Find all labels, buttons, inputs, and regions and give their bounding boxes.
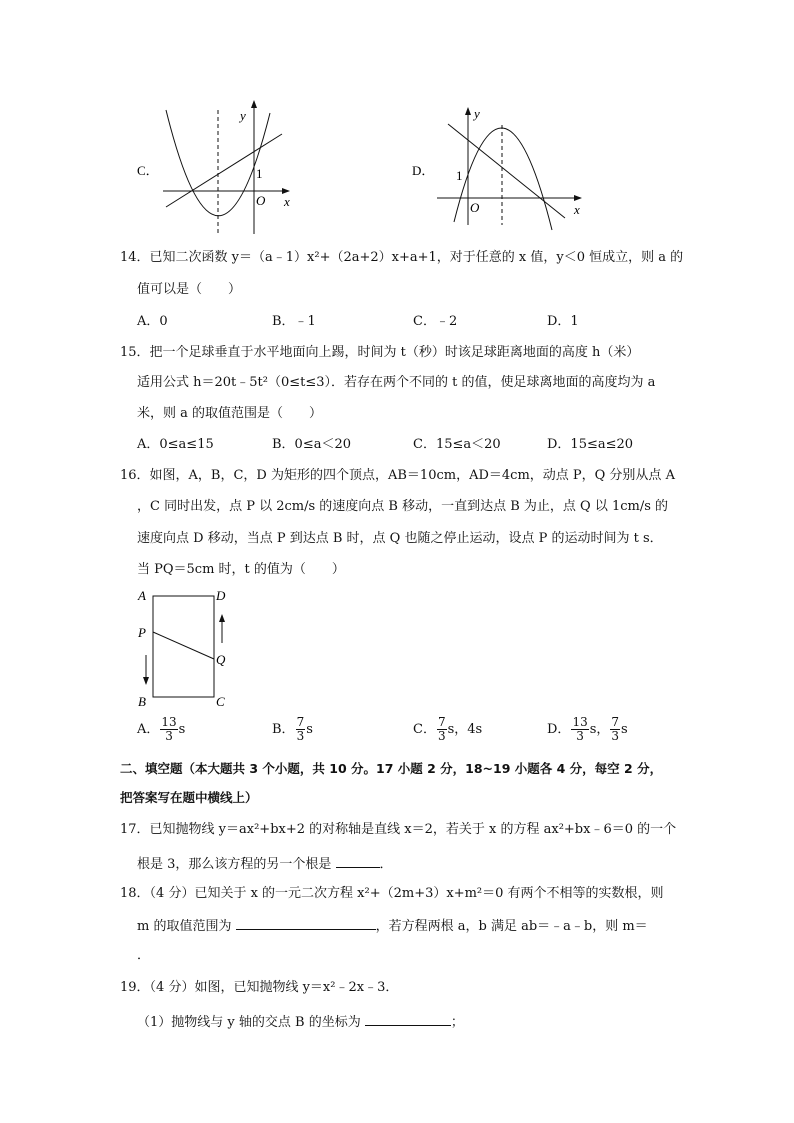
q15-option-c: C．15≤a＜20: [413, 437, 501, 452]
graph-d-y-label: y: [474, 106, 480, 121]
denominator: 3: [437, 729, 446, 743]
graph-c-origin: O: [256, 193, 266, 208]
graph-c-y-label: y: [240, 108, 246, 123]
rectangle-figure: [137, 588, 226, 709]
q19-end: ；: [450, 1015, 464, 1030]
q16-line1: 16．如图，A，B，C，D 为矩形的四个顶点，AB＝10cm，AD＝4cm，动点 P，Q 分别从点 A: [120, 468, 675, 483]
graph-d-x-label: x: [574, 202, 580, 217]
q19-text: （1）抛物线与 y 轴的交点 B 的坐标为: [137, 1015, 361, 1030]
q18-text-b: ，若方程两根 a，b 满足 ab＝﹣a﹣b，则 m＝: [375, 919, 648, 934]
q18-text-a: m 的取值范围为: [137, 919, 232, 934]
q16-line4: 当 PQ＝5cm 时，t 的值为（ ）: [137, 562, 345, 577]
graph-d-origin: O: [470, 200, 480, 215]
answer-blank[interactable]: [365, 1013, 451, 1026]
q17-end: ．: [379, 857, 393, 872]
q16-line3: 速度向点 D 移动，当点 P 到达点 B 时，点 Q 也随之停止运动，设点 P 的运动时间为 t s．: [137, 531, 663, 546]
q16-option-b: [272, 716, 313, 743]
denominator: 3: [296, 729, 305, 743]
graph-c: [137, 101, 290, 235]
graph-c-tick: 1: [256, 166, 263, 181]
answer-blank[interactable]: [236, 917, 376, 930]
answer-blank[interactable]: [336, 855, 380, 868]
unit: s，: [589, 722, 610, 737]
q16-line2: ，C 同时出发，点 P 以 2cm/s 的速度向点 B 移动，一直到达点 B 为止，点 Q 以 1cm/s 的: [137, 499, 669, 514]
q17-line2: [137, 855, 393, 873]
numerator: 7: [296, 715, 305, 729]
graph-d: [412, 106, 581, 230]
q15-line2: 适用公式 h＝20t﹣5t²（0≤t≤3）．若存在两个不同的 t 的值，使足球离地面的高度均为 a: [137, 375, 656, 390]
fraction: [610, 716, 620, 743]
fraction: [160, 716, 177, 743]
option-label: B．: [272, 722, 295, 737]
q15-option-b: B．0≤a＜20: [272, 437, 352, 452]
denominator: 3: [611, 729, 620, 743]
q16-option-d: [547, 716, 628, 743]
unit: s: [306, 722, 313, 737]
q15-option-d: D．15≤a≤20: [547, 437, 634, 452]
graph-d-tick: 1: [456, 168, 463, 183]
graph-d-line: [448, 124, 565, 218]
unit: s，4s: [447, 722, 483, 737]
option-label: C．: [413, 722, 436, 737]
denominator: 3: [576, 729, 584, 743]
unit: s: [178, 722, 186, 737]
q14-option-a: A．0: [137, 314, 168, 329]
q17-line1: 17．已知抛物线 y＝ax²+bx+2 的对称轴是直线 x＝2，若关于 x 的方程 ax²+bx﹣6＝0 的一个: [120, 822, 677, 837]
q19-line1: 19．（4 分）如图，已知抛物线 y＝x²﹣2x﹣3．: [120, 980, 399, 995]
vertex-d: D: [216, 588, 226, 603]
fraction: [296, 716, 306, 743]
point-q: Q: [216, 652, 226, 667]
fraction: [571, 716, 588, 743]
q18-line3: ．: [137, 948, 151, 963]
q17-text: 根是 3，那么该方程的另一个根是: [137, 857, 332, 872]
q15-option-a: A．0≤a≤15: [137, 437, 214, 452]
q15-line1: 15．把一个足球垂直于水平地面向上踢，时间为 t（秒）时该足球距离地面的高度 h（米）: [120, 345, 640, 360]
section-heading-cont: 把答案写在题中横线上）: [120, 790, 258, 805]
fraction: [437, 716, 447, 743]
section-heading: 二、填空题（本大题共 3 个小题，共 10 分。17 小题 2 分，18~19 小题各 4 分，每空 2 分，: [120, 761, 663, 776]
q18-line2: [137, 917, 648, 935]
point-p: P: [138, 625, 146, 640]
graph-d-parabola: [454, 128, 552, 230]
vertex-b: B: [138, 694, 146, 709]
q14-line2: 值可以是（ ）: [137, 282, 242, 297]
q14-option-b: B．﹣1: [272, 314, 316, 329]
numerator: 13: [572, 715, 588, 729]
graph-d-label: D．: [412, 163, 435, 178]
vertex-a: A: [138, 588, 146, 603]
q15-line3: 米，则 a 的取值范围是（ ）: [137, 406, 323, 421]
numerator: 7: [437, 715, 446, 729]
q19-line2: [137, 1013, 464, 1031]
graph-c-x-label: x: [284, 194, 290, 209]
option-label: D．: [547, 722, 571, 737]
q16-option-a: [137, 716, 185, 743]
numerator: 13: [161, 715, 177, 729]
q14-option-d: D．1: [547, 314, 579, 329]
q14-line1: 14．已知二次函数 y＝（a﹣1）x²+（2a+2）x+a+1，对于任意的 x 值，y＜0 恒成立，则 a 的: [120, 250, 684, 265]
option-label: A．: [137, 722, 160, 737]
q16-option-c: [413, 716, 482, 743]
numerator: 7: [611, 715, 620, 729]
graph-c-label: C．: [137, 163, 159, 178]
denominator: 3: [165, 729, 173, 743]
unit: s: [621, 722, 628, 737]
segment-pq: [153, 632, 214, 659]
q14-option-c: C．﹣2: [413, 314, 458, 329]
q18-line1: 18．（4 分）已知关于 x 的一元二次方程 x²+（2m+3）x+m²＝0 有两个不相等的实数根，则: [120, 886, 664, 901]
vertex-c: C: [216, 694, 225, 709]
